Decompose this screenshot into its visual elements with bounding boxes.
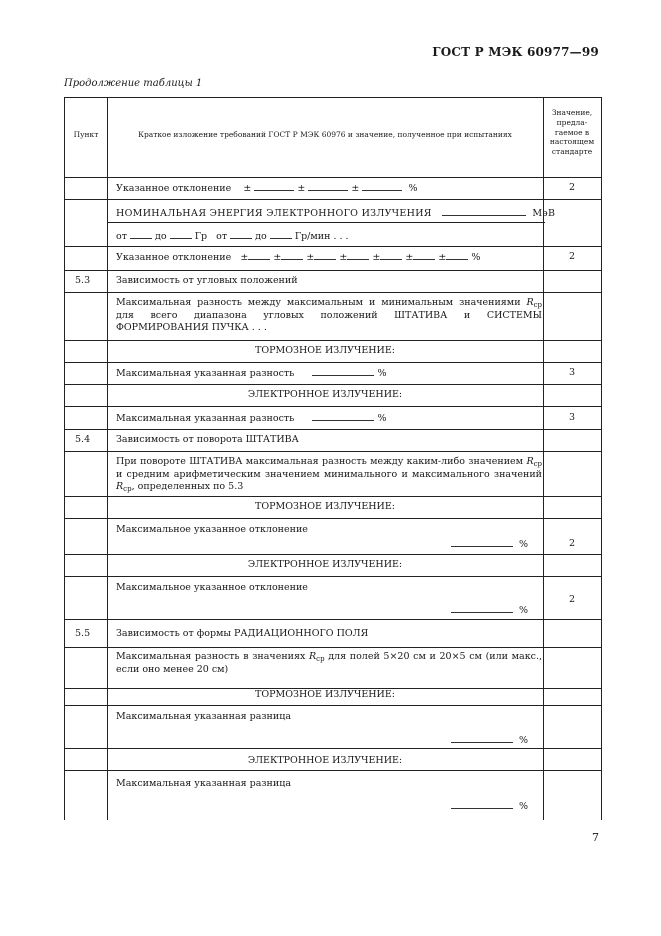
col-header-value-line: предла- (556, 117, 588, 127)
percent-sign: % (471, 252, 481, 263)
from-label: от (216, 231, 228, 242)
blank-field[interactable] (362, 182, 402, 191)
row-divider (65, 576, 601, 577)
section-number: 5.3 (75, 275, 91, 286)
blank-field[interactable] (442, 207, 526, 216)
text-part: Максимальная разность между максимальным и минимальным значениями (116, 297, 527, 308)
row-divider (65, 770, 601, 771)
max-deviation-row: Максимальное указанное отклонение (116, 524, 308, 535)
blank-field[interactable] (451, 538, 513, 547)
percent-sign: % (377, 368, 387, 379)
max-difference-row: Максимальная указанная разница (116, 778, 291, 789)
plus-minus: ± (351, 183, 360, 194)
row-divider (65, 292, 601, 293)
to-label: до (255, 231, 267, 242)
symbol-subscript: ср (533, 301, 542, 309)
plus-minus: ± (339, 252, 348, 263)
text-part: и средним арифметическим значением минимального и максимального значений (116, 468, 542, 480)
row-divider (65, 429, 601, 430)
subheading-electron: ЭЛЕКТРОННОЕ ИЗЛУЧЕНИЕ: (247, 755, 403, 766)
max-difference-row (116, 412, 387, 425)
section-number: 5.4 (75, 434, 91, 445)
energy-row (116, 207, 555, 220)
blank-field[interactable] (451, 800, 513, 809)
plus-minus: ± (438, 252, 447, 263)
row-divider (65, 748, 601, 749)
row-divider (65, 518, 601, 519)
value-cell: 3 (568, 412, 576, 423)
column-divider-1 (107, 98, 108, 820)
value-cell: 2 (568, 594, 576, 605)
blank-field[interactable] (308, 182, 348, 191)
blank-percent-field (451, 604, 528, 617)
row-label: Максимальная указанная разность (116, 413, 295, 424)
to-label: до (155, 231, 167, 242)
plus-minus: ± (372, 252, 381, 263)
unit-label: Гр (194, 231, 208, 242)
deviation-row (116, 251, 480, 264)
section-title: Зависимость от угловых положений (116, 275, 298, 286)
plus-minus: ± (273, 252, 282, 263)
value-cell: 2 (568, 251, 576, 262)
text-part: При повороте ШТАТИВА максимальная разность между каким-либо значением (116, 456, 527, 467)
page-number: 7 (592, 831, 599, 844)
section-description (116, 651, 542, 676)
row-divider (65, 451, 601, 452)
plus-minus: ± (243, 183, 252, 194)
row-divider (65, 270, 601, 271)
blank-field[interactable] (312, 412, 374, 421)
blank-field[interactable] (380, 251, 402, 260)
blank-field[interactable] (170, 230, 192, 239)
max-difference-row (116, 367, 387, 380)
section-description (116, 297, 542, 334)
blank-field[interactable] (451, 734, 513, 743)
col-header-item: Пункт (73, 130, 99, 139)
blank-field[interactable] (314, 251, 336, 260)
symbol: R (309, 651, 317, 662)
blank-field[interactable] (413, 251, 435, 260)
blank-field[interactable] (451, 604, 513, 613)
plus-minus: ± (306, 252, 315, 263)
subheading-brake: ТОРМОЗНОЕ ИЗЛУЧЕНИЕ: (255, 689, 395, 700)
row-divider (65, 705, 601, 706)
blank-percent-field (451, 734, 528, 747)
symbol: R (526, 297, 534, 308)
blank-field[interactable] (248, 251, 270, 260)
table-continuation-caption: Продолжение таблицы 1 (64, 78, 203, 89)
blank-field[interactable] (312, 367, 374, 376)
row-divider (65, 362, 601, 363)
col-header-value-line: гаемое в (554, 127, 590, 137)
text-part: для полей 5×20 см и 20×5 см (или макс., если оно менее 20 см) (116, 651, 542, 675)
section-number: 5.5 (75, 628, 91, 639)
row-divider (65, 384, 601, 385)
percent-sign: % (377, 413, 387, 424)
row-label: НОМИНАЛЬНАЯ ЭНЕРГИЯ ЭЛЕКТРОННОГО ИЗЛУЧЕНИЯ (116, 208, 432, 219)
row-label: Указанное отклонение (116, 252, 232, 263)
blank-percent-field (451, 800, 528, 813)
dose-rate-row (116, 230, 349, 243)
percent-sign: % (519, 735, 529, 746)
symbol-subscript: ср (533, 460, 542, 468)
text-part: Максимальная разность в значениях (116, 651, 309, 662)
symbol-subscript: ср (123, 484, 132, 493)
plus-minus: ± (297, 183, 306, 194)
row-divider (65, 554, 601, 555)
deviation-row (116, 182, 417, 195)
plus-minus: ± (405, 252, 414, 263)
row-divider (65, 340, 601, 341)
value-cell: 2 (568, 182, 576, 193)
requirements-table (64, 97, 602, 820)
blank-field[interactable] (230, 230, 252, 239)
row-divider (107, 222, 545, 223)
text-part: , определенных по 5.3 (131, 480, 244, 492)
standard-header: ГОСТ Р МЭК 60977—99 (432, 45, 599, 59)
subheading-electron: ЭЛЕКТРОННОЕ ИЗЛУЧЕНИЕ: (247, 559, 403, 570)
col-header-value-line: Значение, (551, 108, 593, 117)
col-header-value-line: стандарте (551, 147, 593, 156)
unit-label: МэВ (532, 208, 556, 219)
value-cell: 2 (568, 538, 576, 549)
col-header-summary: Краткое изложение требований ГОСТ Р МЭК 60976 и значение, полученное при испытаниях (138, 130, 512, 139)
percent-sign: % (519, 539, 529, 550)
blank-field[interactable] (446, 251, 468, 260)
symbol: R (116, 480, 124, 492)
col-header-value-line: настоящем (549, 137, 595, 147)
percent-sign: % (519, 605, 529, 616)
max-difference-row: Максимальная указанная разница (116, 711, 291, 722)
plus-minus: ± (240, 252, 249, 263)
from-label: от (116, 231, 127, 242)
percent-sign: % (519, 801, 529, 812)
unit-label: Гр/мин . . . (294, 231, 349, 242)
section-description (116, 456, 542, 493)
row-divider (65, 177, 601, 178)
row-divider (65, 619, 601, 620)
col-header-value (543, 108, 601, 157)
section-title: Зависимость от поворота ШТАТИВА (116, 434, 299, 445)
subheading-electron: ЭЛЕКТРОННОЕ ИЗЛУЧЕНИЕ: (247, 389, 403, 400)
text-part: для всего диапазона угловых положений ШТАТИВА и СИСТЕМЫ ФОРМИРОВАНИЯ ПУЧКА . . . (116, 309, 542, 333)
blank-field[interactable] (254, 182, 294, 191)
row-label: Максимальная указанная разность (116, 368, 295, 379)
symbol: R (526, 456, 534, 467)
row-divider (65, 496, 601, 497)
row-divider (65, 647, 601, 648)
blank-field[interactable] (270, 230, 292, 239)
blank-field[interactable] (281, 251, 303, 260)
percent-sign: % (408, 183, 418, 194)
row-divider (65, 199, 601, 200)
blank-field[interactable] (130, 230, 152, 239)
subheading-brake: ТОРМОЗНОЕ ИЗЛУЧЕНИЕ: (255, 501, 395, 512)
subheading-brake: ТОРМОЗНОЕ ИЗЛУЧЕНИЕ: (255, 345, 395, 356)
section-title: Зависимость от формы РАДИАЦИОННОГО ПОЛЯ (116, 628, 369, 639)
row-divider (65, 246, 601, 247)
symbol-subscript: ср (316, 655, 325, 663)
row-divider (65, 406, 601, 407)
blank-field[interactable] (347, 251, 369, 260)
row-label: Указанное отклонение (116, 183, 232, 194)
value-cell: 3 (568, 367, 576, 378)
blank-percent-field (451, 538, 528, 551)
max-deviation-row: Максимальное указанное отклонение (116, 582, 308, 593)
